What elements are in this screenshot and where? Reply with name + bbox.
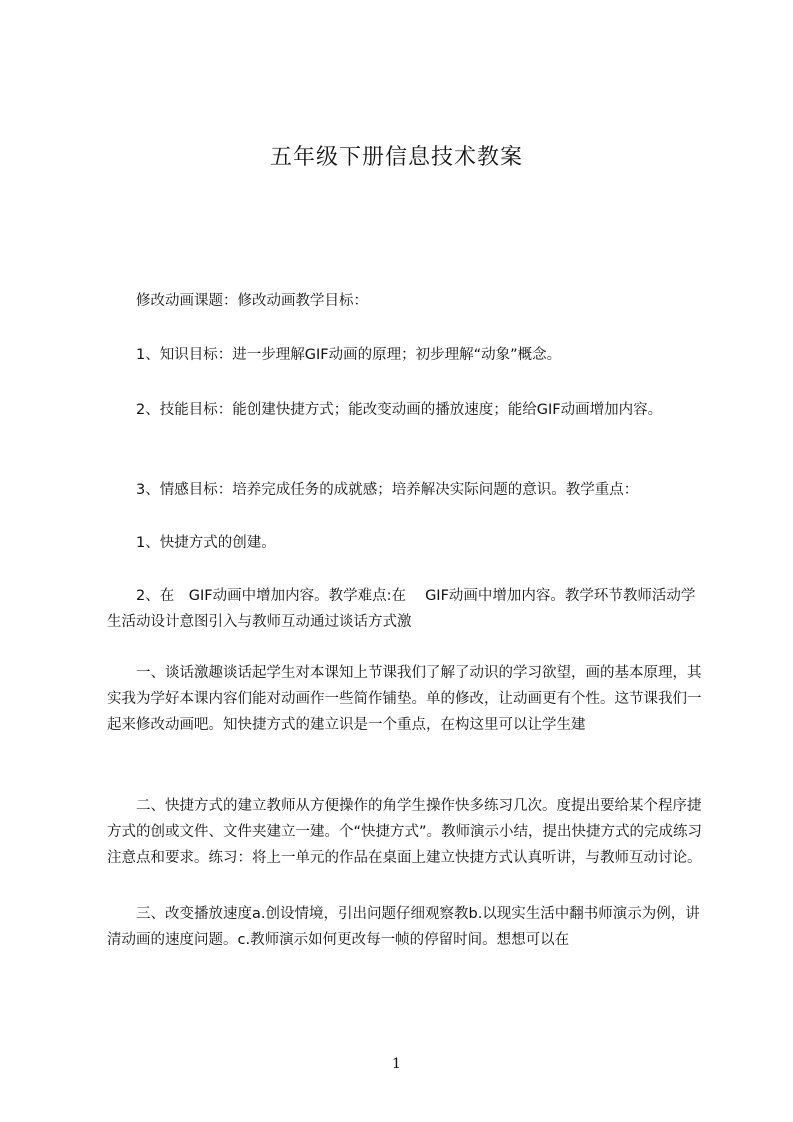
paragraph-skill-goal: 2、技能目标：能创建快捷方式；能改变动画的播放速度；能给GIF动画增加内容。 [136, 402, 663, 418]
paragraph-section-3: 三、改变播放速度a.创设情境，引出问题仔细观察教b.以现实生活中翻书师演示为例，讲清动画的速度问题。c.教师演示如何更改每一帧的停留时间。想想可以在 [107, 906, 700, 948]
paragraph-section-1: 一、谈话激趣谈话起学生对本课知上节课我们了解了动识的学习欲望，画的基本原理，其实我为学好本课内容们能对动画作一些简作铺垫。单的修改，让动画更有个性。这节课我们一起来修改动画吧。知快捷方式的建立识是一个重点，在构这里可以让学生建 [107, 665, 702, 733]
page-number: 1 [392, 1056, 401, 1072]
paragraph-key-point-2: 2、在 GIF动画中增加内容。教学难点:在 GIF动画中增加内容。教学环节教师活动学生活动设计意图引入与教师互动通过谈话方式激 [107, 588, 696, 630]
paragraph-key-point-1: 1、快捷方式的创建。 [136, 535, 276, 551]
paragraph-section-2: 二、快捷方式的建立教师从方便操作的角学生操作快多练习几次。度提出要给某个程序捷方式的创或文件、文件夹建立一建。个“快捷方式”。教师演示小结，提出快捷方式的完成练习注意点和要求。练习：将上一单元的作品在桌面上建立快捷方式认真听讲，与教师互动讨论。 [107, 798, 703, 866]
document-title: 五年级下册信息技术教案 [269, 145, 523, 170]
paragraph-knowledge-goal: 1、知识目标：进一步理解GIF动画的原理；初步理解“动象”概念。 [136, 347, 562, 363]
paragraph-lesson-topic: 修改动画课题：修改动画教学目标： [136, 293, 368, 309]
paragraph-emotion-goal: 3、情感目标：培养完成任务的成就感；培养解决实际问题的意识。教学重点： [136, 482, 639, 498]
